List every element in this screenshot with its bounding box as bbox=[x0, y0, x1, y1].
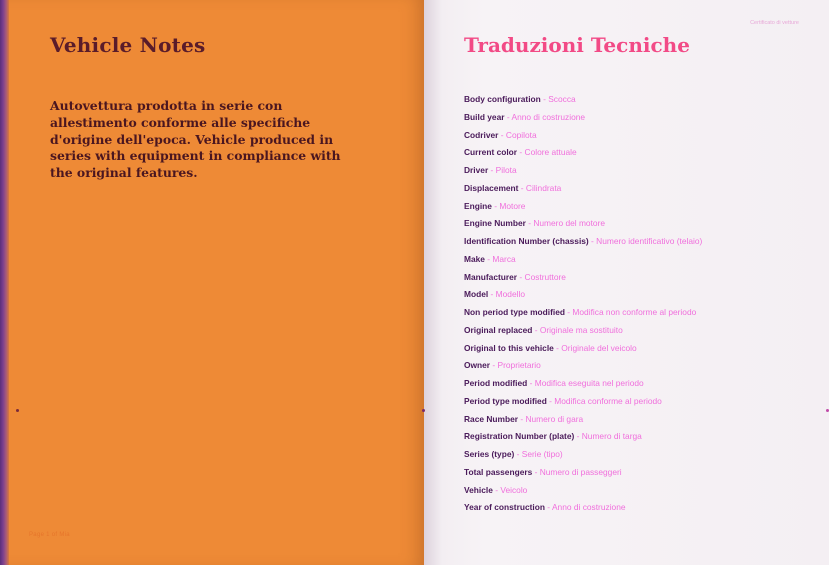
glossary-list bbox=[464, 94, 804, 520]
term-english: Identification Number (chassis) bbox=[464, 236, 589, 246]
term-separator: - bbox=[514, 449, 522, 459]
glossary-item bbox=[464, 360, 804, 378]
term-italian: Anno di costruzione bbox=[551, 502, 626, 513]
term-separator: - bbox=[588, 236, 597, 246]
term-italian: Originale ma sostituito bbox=[539, 324, 623, 335]
glossary-item bbox=[464, 94, 804, 112]
term-separator: - bbox=[544, 502, 552, 513]
glossary-item bbox=[464, 414, 804, 432]
term-italian: Serie (tipo) bbox=[521, 449, 563, 459]
term-separator: - bbox=[488, 165, 496, 175]
glossary-item bbox=[464, 343, 804, 361]
term-italian: Numero di targa bbox=[581, 431, 642, 442]
term-italian: Numero del motore bbox=[533, 218, 606, 229]
vehicle-notes-title: Vehicle Notes bbox=[50, 33, 206, 57]
term-separator: - bbox=[490, 360, 498, 371]
glossary-item bbox=[464, 147, 804, 165]
term-separator: - bbox=[491, 200, 500, 211]
term-separator: - bbox=[517, 271, 525, 282]
term-separator: - bbox=[546, 395, 555, 406]
glossary-item bbox=[464, 289, 804, 307]
right-page bbox=[424, 0, 829, 565]
term-separator: - bbox=[532, 466, 540, 477]
term-english: Manufacturer bbox=[464, 271, 518, 282]
term-english: Year of construction bbox=[464, 502, 545, 513]
glossary-item bbox=[464, 378, 804, 396]
glossary-item bbox=[464, 502, 804, 520]
term-separator: - bbox=[517, 147, 525, 158]
term-italian: Colore attuale bbox=[524, 147, 577, 158]
term-english: Registration Number (plate) bbox=[464, 431, 575, 442]
term-italian: Pilota bbox=[495, 165, 517, 175]
glossary-item bbox=[464, 449, 804, 467]
term-english: Series (type) bbox=[464, 449, 515, 459]
technical-translations-title: Traduzioni Tecniche bbox=[464, 33, 690, 57]
term-english: Engine Number bbox=[464, 218, 526, 229]
term-italian: Marca bbox=[492, 253, 516, 264]
term-italian: Proprietario bbox=[497, 360, 541, 371]
glossary-item bbox=[464, 183, 804, 201]
term-english: Total passengers bbox=[464, 466, 533, 477]
term-english: Engine bbox=[464, 200, 492, 211]
term-italian: Numero di passeggeri bbox=[539, 466, 622, 477]
term-english: Current color bbox=[464, 147, 518, 158]
term-separator: - bbox=[553, 342, 562, 353]
term-separator: - bbox=[540, 94, 549, 104]
term-separator: - bbox=[484, 253, 493, 264]
term-english: Vehicle bbox=[464, 484, 493, 495]
term-italian: Scocca bbox=[548, 94, 576, 104]
left-page bbox=[9, 0, 424, 565]
term-italian: Originale del veicolo bbox=[561, 342, 637, 353]
term-italian: Numero identificativo (telaio) bbox=[596, 236, 703, 246]
term-italian: Copilota bbox=[505, 129, 537, 140]
term-english: Original replaced bbox=[464, 324, 533, 335]
term-italian: Veicolo bbox=[500, 484, 528, 495]
term-separator: - bbox=[492, 484, 501, 495]
term-english: Body configuration bbox=[464, 94, 541, 104]
term-english: Driver bbox=[464, 165, 489, 175]
book-edge bbox=[0, 0, 9, 565]
vehicle-notes-text: Autovettura prodotta in serie con allestimento conforme alle specifiche d'origine dell'epoca. Vehicle produced in series with equipment in compliance with the original features. bbox=[50, 98, 341, 181]
term-english: Race Number bbox=[464, 413, 518, 424]
glossary-item bbox=[464, 165, 804, 183]
glossary-item bbox=[464, 254, 804, 272]
term-italian: Cilindrata bbox=[525, 182, 562, 193]
term-english: Make bbox=[464, 253, 485, 264]
glossary-item bbox=[464, 431, 804, 449]
glossary-item bbox=[464, 467, 804, 485]
term-separator: - bbox=[488, 289, 496, 300]
glossary-item bbox=[464, 325, 804, 343]
binding-mark bbox=[16, 409, 19, 412]
glossary-item bbox=[464, 485, 804, 503]
glossary-item bbox=[464, 272, 804, 290]
term-separator: - bbox=[564, 307, 573, 317]
page-header: Certificato di vetture bbox=[750, 20, 799, 26]
glossary-item bbox=[464, 396, 804, 414]
term-italian: Numero di gara bbox=[525, 413, 584, 424]
term-italian: Modifica eseguita nel periodo bbox=[534, 378, 644, 388]
term-separator: - bbox=[518, 182, 526, 193]
term-english: Period modified bbox=[464, 378, 528, 388]
term-separator: - bbox=[518, 413, 526, 424]
term-english: Period type modified bbox=[464, 395, 547, 406]
term-italian: Modifica conforme al periodo bbox=[554, 395, 662, 406]
glossary-item bbox=[464, 218, 804, 236]
term-english: Model bbox=[464, 289, 489, 300]
term-separator: - bbox=[532, 324, 540, 335]
term-separator: - bbox=[525, 218, 534, 229]
term-separator: - bbox=[498, 129, 506, 140]
term-english: Build year bbox=[464, 111, 505, 122]
term-english: Owner bbox=[464, 360, 491, 371]
glossary-item bbox=[464, 130, 804, 148]
term-italian: Modello bbox=[495, 289, 525, 300]
term-italian: Anno di costruzione bbox=[511, 111, 586, 122]
term-italian: Costruttore bbox=[524, 271, 566, 282]
term-english: Codriver bbox=[464, 129, 499, 140]
term-english: Non period type modified bbox=[464, 307, 565, 317]
term-italian: Modifica non conforme al periodo bbox=[572, 307, 697, 317]
term-separator: - bbox=[504, 111, 512, 122]
term-english: Original to this vehicle bbox=[464, 342, 554, 353]
term-separator: - bbox=[574, 431, 582, 442]
term-english: Displacement bbox=[464, 182, 519, 193]
glossary-item bbox=[464, 112, 804, 130]
term-italian: Motore bbox=[499, 200, 526, 211]
glossary-item bbox=[464, 307, 804, 325]
binding-mark bbox=[422, 409, 425, 412]
glossary-item bbox=[464, 236, 804, 254]
page-footer: Page 1 of Mia bbox=[29, 532, 70, 538]
glossary-item bbox=[464, 201, 804, 219]
term-separator: - bbox=[527, 378, 535, 388]
